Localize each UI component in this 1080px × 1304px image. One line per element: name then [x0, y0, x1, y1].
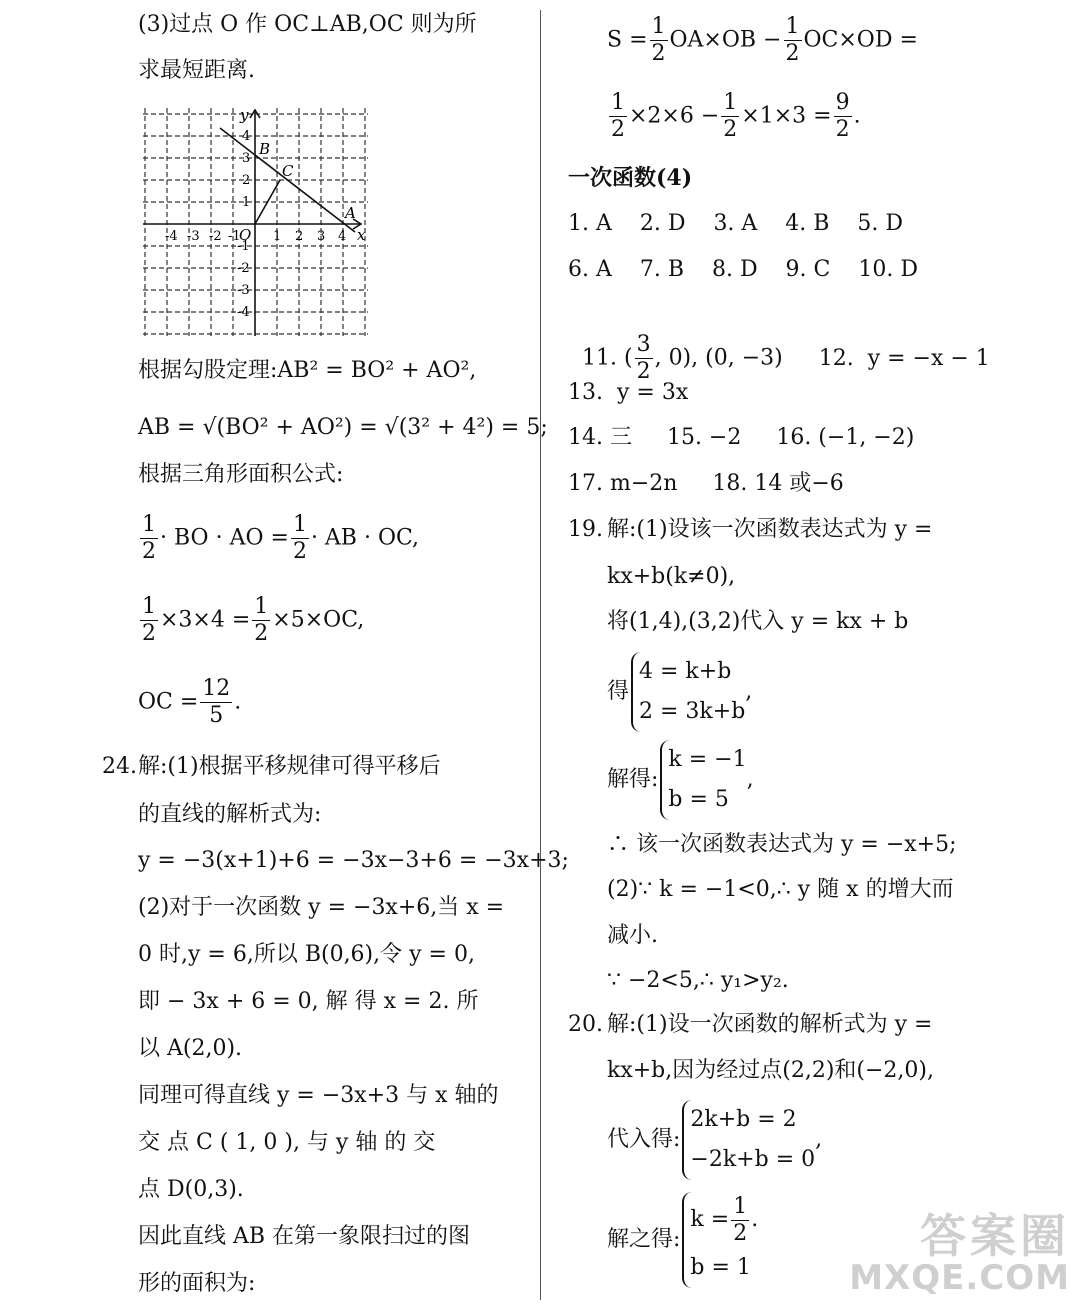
section-title: 一次函数(4) — [568, 165, 693, 191]
q24-line: y = −3(x+1)+6 = −3x−3+6 = −3x+3; — [138, 848, 569, 873]
x-tick: -1 — [228, 229, 241, 244]
watermark-site-text: MXQE.COM — [849, 1258, 1070, 1298]
q19-line: 减小. — [607, 923, 658, 948]
x-tick: 2 — [295, 229, 304, 244]
x-axis-label: x — [357, 226, 366, 244]
fraction: $\frac{9}{2}$ — [835, 90, 850, 142]
q19-line: ∴ 该一次函数表达式为 y = −x+5; — [607, 832, 957, 857]
q19-line: ∵ −2<5,∴ y₁>y₂. — [607, 968, 789, 993]
q24-line: (2)对于一次函数 y = −3x+6,当 x = — [138, 895, 505, 920]
q20-line: kx+b,因为经过点(2,2)和(−2,0), — [607, 1058, 934, 1083]
pythagoras-text: 根据勾股定理:AB² = BO² + AO², — [138, 358, 477, 383]
fraction: $\frac{1}{2}$ — [611, 90, 625, 142]
answer-14-16: 14. 三 15. −2 16. (−1, −2) — [568, 425, 915, 450]
q24-line: 以 A(2,0). — [138, 1036, 243, 1061]
y-tick: -1 — [237, 239, 250, 254]
area-s-calculation: $\frac{1}{2}$ ×2×6 − $\frac{1}{2}$ ×1×3 = $\frac{9}{2}$ . — [611, 90, 861, 142]
oc-result: OC = $\frac{12}{5}$ . — [138, 676, 242, 728]
area-formula-text: 根据三角形面积公式: — [138, 462, 344, 487]
equation-system: k = $\frac{1}{2}$ . b = 1 — [682, 1192, 758, 1288]
x-tick: -2 — [209, 229, 222, 244]
y-axis-label: y — [240, 108, 249, 124]
watermark-logo — [849, 1209, 1070, 1298]
q24-line: 的直线的解析式为: — [138, 802, 322, 827]
q19-system-2: 解得: k = −1 b = 5 , — [607, 740, 754, 820]
fraction: $\frac{3}{2}$ — [636, 332, 651, 384]
q19-line: 解:(1)设该一次函数表达式为 y = — [607, 517, 933, 542]
equation-system: 2k+b = 2 −2k+b = 0 — [682, 1100, 815, 1180]
q24-line: 同理可得直线 y = −3x+3 与 x 轴的 — [138, 1083, 499, 1108]
y-tick: 1 — [242, 195, 251, 210]
fraction: $\frac{1}{2}$ — [733, 1193, 748, 1246]
x-tick: 1 — [273, 229, 282, 244]
q24-line: 因此直线 AB 在第一象限扫过的图 — [138, 1224, 471, 1249]
q19-system-1: 得 4 = k+b 2 = 3k+b , — [607, 652, 752, 732]
area-equation-1: $\frac{1}{2}$ · BO · AO = $\frac{1}{2}$ · AB · OC, — [142, 512, 420, 564]
p3-line2: 求最短距离. — [138, 58, 255, 83]
y-tick: -2 — [237, 261, 250, 276]
fraction: $\frac{1}{2}$ — [254, 594, 269, 646]
question-20-number: 20. — [568, 1012, 603, 1037]
answer-row-1: 1. A 2. D 3. A 4. B 5. D — [568, 211, 904, 236]
area-s-formula: S = $\frac{1}{2}$ OA×OB − $\frac{1}{2}$ OC×OD = — [607, 14, 918, 66]
equation-system: k = −1 b = 5 — [660, 740, 746, 820]
point-b-label: B — [259, 140, 271, 158]
question-24-number: 24. — [102, 754, 137, 779]
equation-system: 4 = k+b 2 = 3k+b — [631, 652, 745, 732]
x-tick: -3 — [187, 229, 200, 244]
y-tick: 3 — [242, 151, 251, 166]
y-tick: 2 — [242, 173, 251, 188]
q24-line: 点 D(0,3). — [138, 1177, 244, 1202]
answer-row-2: 6. A 7. B 8. D 9. C 10. D — [568, 257, 918, 282]
x-tick: -4 — [165, 229, 178, 244]
q24-line: 交 点 C ( 1, 0 ), 与 y 轴 的 交 — [138, 1130, 436, 1155]
q19-line: (2)∵ k = −1<0,∴ y 随 x 的增大而 — [607, 877, 954, 902]
fraction: $\frac{1}{2}$ — [292, 512, 307, 564]
y-tick: 4 — [242, 129, 251, 144]
point-a-label: A — [345, 204, 356, 222]
q24-line: 解:(1)根据平移规律可得平移后 — [138, 754, 441, 779]
fraction: $\frac{1}{2}$ — [723, 90, 738, 142]
ab-calculation: AB = √(BO² + AO²) = √(3² + 4²) = 5; — [138, 415, 548, 440]
fraction: $\frac{1}{2}$ — [785, 14, 800, 66]
answer-11-12: 11. ( $\frac{3}{2}$ , 0), (0, −3) 12. y = −x − 1 — [582, 332, 990, 384]
q19-line: 将(1,4),(3,2)代入 y = kx + b — [607, 609, 909, 634]
q24-line: 即 − 3x + 6 = 0, 解 得 x = 2. 所 — [138, 989, 479, 1014]
answer-13: 13. y = 3x — [568, 380, 689, 405]
q24-line: 形的面积为: — [138, 1271, 256, 1296]
coordinate-graph — [143, 108, 368, 336]
fraction: $\frac{12}{5}$ — [202, 676, 231, 728]
q24-line: 0 时,y = 6,所以 B(0,6),令 y = 0, — [138, 942, 475, 967]
y-tick: -4 — [237, 305, 250, 320]
answer-17-18: 17. m−2n 18. 14 或−6 — [568, 471, 844, 496]
point-c-label: C — [282, 162, 294, 180]
p3-line1: (3)过点 O 作 OC⊥AB,OC 则为所 — [138, 12, 477, 37]
area-equation-2: $\frac{1}{2}$ ×3×4 = $\frac{1}{2}$ ×5×OC, — [142, 594, 365, 646]
fraction: $\frac{1}{2}$ — [142, 512, 156, 564]
origin-label: O — [239, 226, 252, 244]
fraction: $\frac{1}{2}$ — [651, 14, 666, 66]
watermark-top-text: 答案圈 — [920, 1209, 1070, 1263]
q20-system-1: 代入得: 2k+b = 2 −2k+b = 0 , — [607, 1100, 822, 1180]
q20-line: 解:(1)设一次函数的解析式为 y = — [607, 1012, 933, 1037]
x-tick: 3 — [317, 229, 326, 244]
column-divider — [540, 10, 541, 1300]
y-tick: -3 — [237, 283, 250, 298]
q20-system-2: 解之得: k = $\frac{1}{2}$ . b = 1 — [607, 1192, 758, 1288]
fraction: $\frac{1}{2}$ — [142, 594, 156, 646]
q19-line: kx+b(k≠0), — [607, 564, 736, 589]
question-19-number: 19. — [568, 517, 603, 542]
x-tick: 4 — [338, 229, 347, 244]
